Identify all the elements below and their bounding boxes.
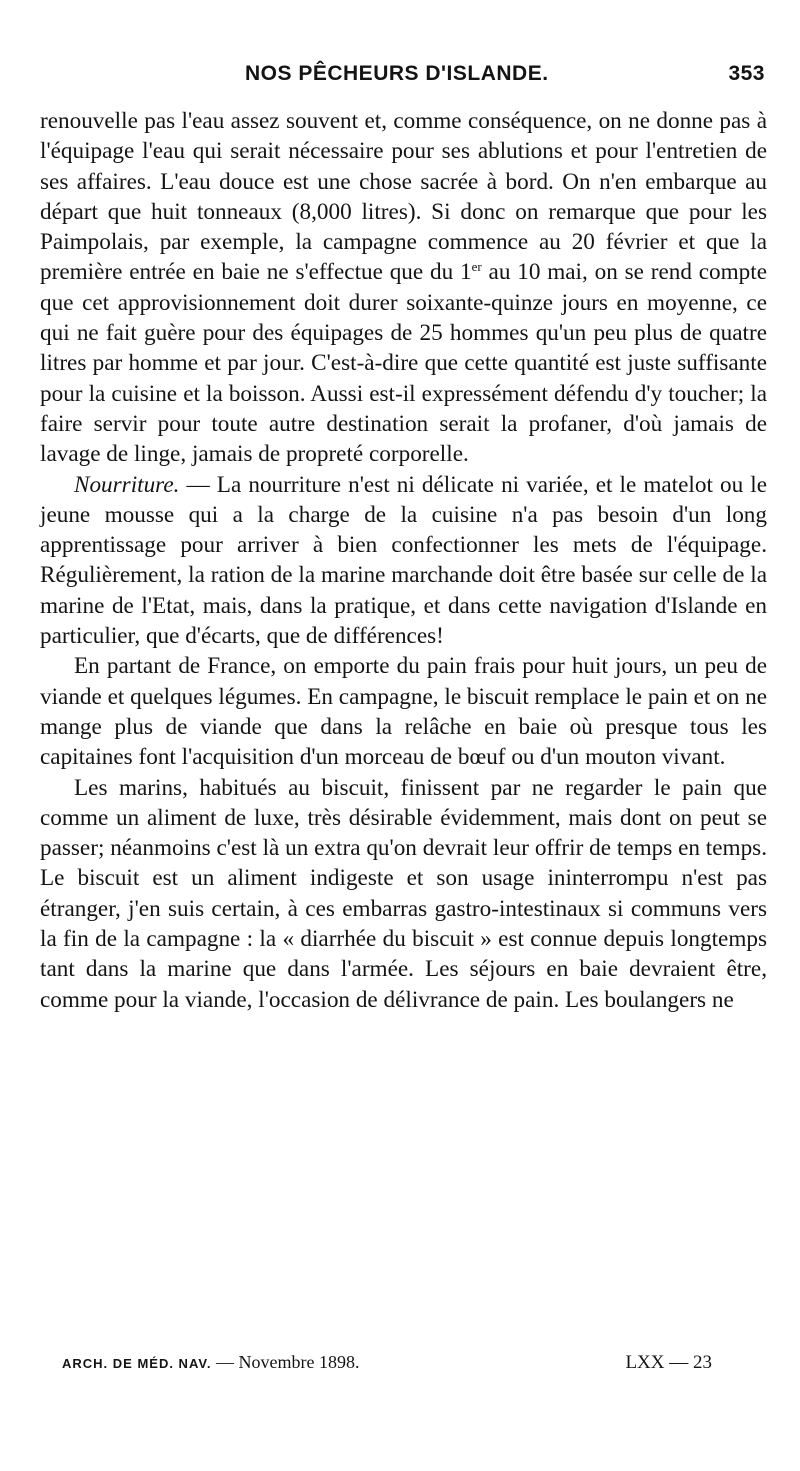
paragraph-nourriture [40,470,767,652]
journal-name: ARCH. DE MÉD. NAV. [62,1356,212,1371]
paragraph-text: — La nourriture n'est ni délicate ni variée, et le matelot ou le jeune mousse qui a la charge de la cuisine n'a pas besoin d'un long apprentissage pour arriver à bien confectionner les mets de l'équipage. Régulièrement, la ration de la marine marchande doit être basée sur celle de la marine de l'Etat, mais, dans la pratique, et dans cette navigation d'Islande en particulier, que d'écarts, que de différences! [40,471,767,650]
page-footer [62,1352,712,1382]
issue-date: — Novembre 1898. [211,1352,360,1372]
paragraph-bread-departure: En partant de France, on emporte du pain frais pour huit jours, un peu de viande et quelques légumes. En campagne, le biscuit remplace le pain et on ne mange plus de viande que dans la relâche en baie où presque tous les capitaines font l'acquisition d'un morceau de bœuf ou d'un mouton vivant. [40,653,767,771]
footer-journal-line [62,1352,359,1373]
ordinal-superscript: er [471,259,482,275]
paragraph-water-supply [40,106,767,470]
running-title: NOS PÊCHEURS D'ISLANDE. [245,62,549,85]
paragraph-biscuit: Les marins, habitués au biscuit, finissent par ne regarder le pain que comme un aliment de luxe, très désirable évidemment, mais dont on peut se passer; néanmoins c'est là un extra qu'on devrait leur offrir de temps en temps. Le biscuit est un aliment indigeste et son usage ininterrompu n'est pas étranger, j'en suis certain, à ces embarras gastro-intestinaux si communs vers la fin de la campagne : la « diarrhée du biscuit » est connue depuis longtemps tant dans la marine que dans l'armée. Les séjours en baie devraient être, comme pour la viande, l'occasion de délivrance de pain. Les boulangers ne [40,774,767,1013]
paragraph-text: au 10 mai, on se rend compte que cet approvisionnement doit durer soixante-quinze jours en moyenne, ce qui ne fait guère pour des équipages de 25 hommes qu'un peu plus de quatre litres par homme et par jour. C'est-à-dire que cette quantité est juste suffisante pour la cuisine et la boisson. Aussi est-il expressément défendu d'y toucher; la faire servir pour toute autre destination serait la profaner, d'où jamais de lavage de linge, jamais de propreté corporelle. [40,259,767,468]
paragraph-text: renouvelle pas l'eau assez souvent et, comme conséquence, on ne donne pas à l'équipage l'eau qui serait nécessaire pour ses ablutions et pour l'entretien de ses affaires. L'eau douce est une chose sacrée à bord. On n'en embarque au départ que huit tonneaux (8,000 litres). Si donc on remarque que pour les Paimpolais, par exemple, la campagne commence au 20 février et que la première entrée en baie ne s'effectue que du 1 [40,108,767,286]
page-number: 353 [728,62,765,85]
running-header [40,62,765,96]
signature-mark: LXX — 23 [625,1352,712,1373]
body-text [40,106,767,1015]
section-title: Nourriture. [74,471,180,498]
